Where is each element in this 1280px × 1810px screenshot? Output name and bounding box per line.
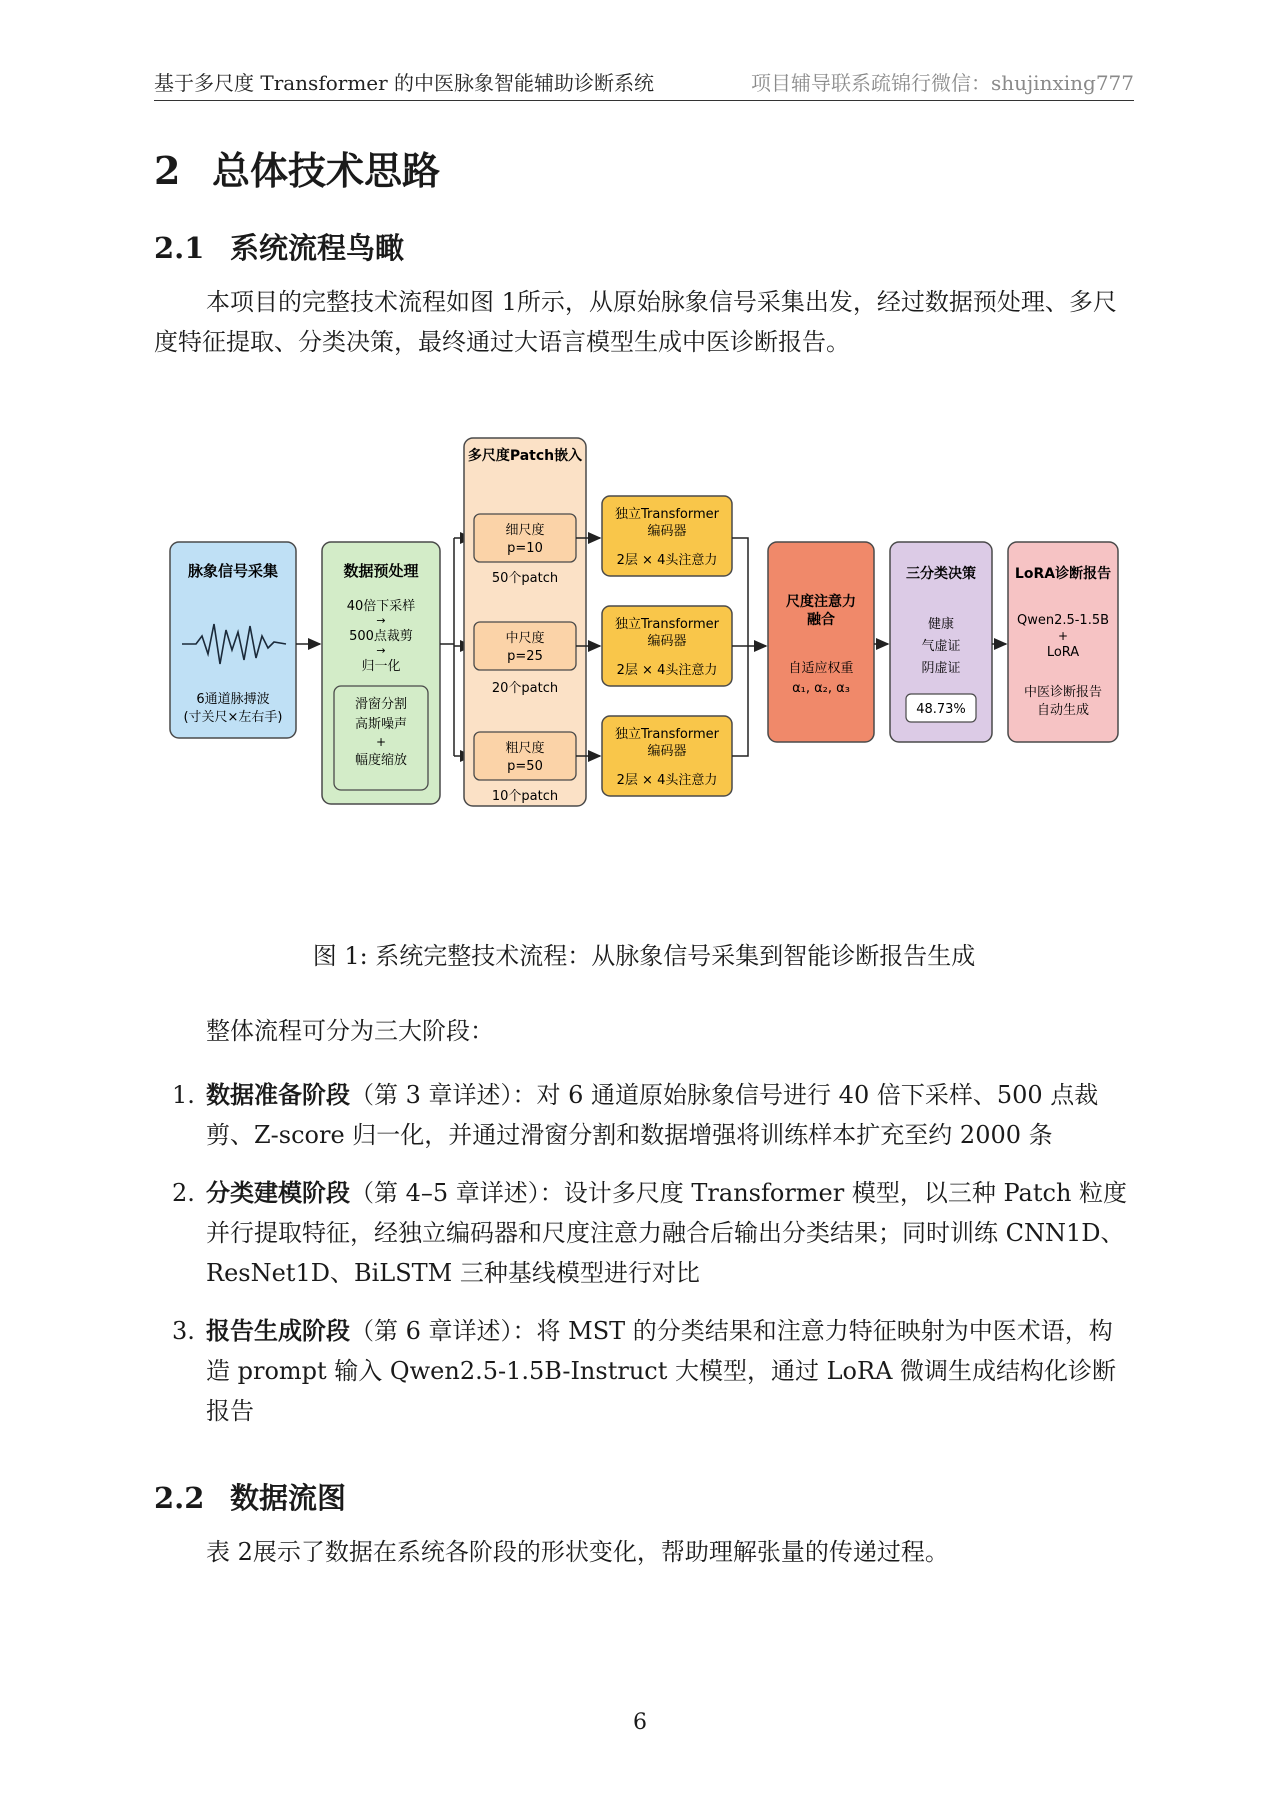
- page-number: 6: [633, 1710, 647, 1735]
- svg-text:2层 × 4头注意力: 2层 × 4头注意力: [616, 553, 718, 568]
- svg-text:独立Transformer: 独立Transformer: [614, 727, 720, 742]
- subsection-number: 2.2: [154, 1481, 205, 1515]
- svg-text:独立Transformer: 独立Transformer: [614, 617, 720, 632]
- pre-step3: 归一化: [361, 659, 401, 674]
- subsection-title: 系统流程鸟瞰: [230, 231, 405, 265]
- pre-step1: 40倍下采样: [346, 599, 416, 614]
- lora-report2: 自动生成: [1036, 703, 1090, 718]
- coarse-p: p=50: [507, 759, 543, 774]
- cls-healthy: 健康: [927, 617, 955, 632]
- stages-list: [154, 1075, 1134, 1449]
- svg-text:编码器: 编码器: [647, 744, 687, 759]
- cls-title: 三分类决策: [906, 566, 976, 582]
- stages-intro: 整体流程可分为三大阶段：: [206, 1017, 494, 1045]
- lora-title: LoRA诊断报告: [1014, 566, 1112, 582]
- pre-arrow2: →: [376, 644, 386, 657]
- subsection-heading-2-1: [154, 226, 404, 267]
- system-flow-figure: [154, 410, 1134, 880]
- section-heading: [154, 140, 440, 195]
- pre-title: 数据预处理: [343, 562, 419, 580]
- flow-diagram: [154, 410, 1134, 880]
- lora-report-box: [1008, 542, 1118, 742]
- encoder-coarse: [602, 716, 732, 796]
- list-item: 1. 数据准备阶段（第 3 章详述）：对 6 通道原始脉象信号进行 40 倍下采样、500 点裁剪、Z-score 归一化，并通过滑窗分割和数据增强将训练样本扩充至约 2000 条: [172, 1080, 1099, 1149]
- lora-report1: 中医诊断报告: [1023, 685, 1103, 700]
- list-item: 3. 报告生成阶段（第 6 章详述）：将 MST 的分类结果和注意力特征映射为中医术语，构造 prompt 输入 Qwen2.5-1.5B-Instruct 大模型，通过 LoRA 微调生成结构化诊断报告: [172, 1316, 1117, 1425]
- cls-qi-deficiency: 气虚证: [921, 639, 961, 654]
- svg-text:2层 × 4头注意力: 2层 × 4头注意力: [616, 663, 718, 678]
- encoder-fine: [602, 496, 732, 576]
- svg-text:编码器: 编码器: [647, 634, 687, 649]
- pre-step2: 500点裁剪: [349, 629, 413, 644]
- acq-title: 脉象信号采集: [187, 562, 279, 580]
- scale-attention-fusion-box: [768, 542, 874, 742]
- acq-line2: (寸关尺×左右手): [183, 710, 283, 725]
- intro-paragraph: 本项目的完整技术流程如图 1所示，从原始脉象信号采集出发，经过数据预处理、多尺度特征提取、分类决策，最终通过大语言模型生成中医诊断报告。: [154, 288, 1117, 356]
- fine-p: p=10: [507, 541, 543, 556]
- aug-1: 滑窗分割: [354, 697, 408, 712]
- encoder-mid: [602, 606, 732, 686]
- classification-box: [890, 542, 992, 742]
- fuse-line2: 融合: [807, 612, 835, 628]
- table-reference-paragraph: 表 2展示了数据在系统各阶段的形状变化，帮助理解张量的传递过程。: [206, 1538, 949, 1566]
- mid-p: p=25: [507, 649, 543, 664]
- fuse-line1: 尺度注意力: [786, 594, 856, 610]
- subsection-title: 数据流图: [230, 1481, 347, 1515]
- fine-count: 50个patch: [491, 571, 559, 586]
- acquisition-box: [170, 542, 296, 738]
- svg-text:编码器: 编码器: [647, 524, 687, 539]
- section-number: 2: [154, 148, 181, 193]
- acq-line1: 6通道脉搏波: [196, 692, 270, 707]
- fuse-weights: 自适应权重: [788, 661, 854, 676]
- patch-title: 多尺度Patch嵌入: [467, 448, 583, 464]
- running-header: [154, 68, 1134, 101]
- list-item: 2. 分类建模阶段（第 4–5 章详述）：设计多尺度 Transformer 模型，以三种 Patch 粒度并行提取特征，经独立编码器和尺度注意力融合后输出分类结果；同时训练 CNN1D、ResNet1D、BiLSTM 三种基线模型进行对比: [172, 1178, 1128, 1287]
- lora-adapter: LoRA: [1046, 645, 1080, 660]
- cls-yin-deficiency: 阴虚证: [921, 661, 961, 676]
- svg-text:独立Transformer: 独立Transformer: [614, 507, 720, 522]
- cls-accuracy: 48.73%: [916, 702, 966, 717]
- aug-3: 幅度缩放: [354, 753, 408, 768]
- aug-plus: +: [375, 735, 387, 749]
- preprocess-box: [322, 542, 440, 804]
- mid-name: 中尺度: [505, 631, 545, 646]
- fuse-alpha: α₁, α₂, α₃: [792, 681, 850, 696]
- fine-name: 细尺度: [505, 523, 545, 538]
- coarse-count: 10个patch: [491, 789, 559, 804]
- pre-arrow1: →: [376, 614, 386, 627]
- coarse-name: 粗尺度: [505, 741, 545, 756]
- patch-embedding-box: [464, 438, 586, 806]
- header-title: 基于多尺度 Transformer 的中医脉象智能辅助诊断系统: [154, 71, 655, 95]
- svg-text:2层 × 4头注意力: 2层 × 4头注意力: [616, 773, 718, 788]
- aug-2: 高斯噪声: [354, 717, 408, 732]
- subsection-number: 2.1: [154, 231, 205, 265]
- lora-model: Qwen2.5-1.5B: [1016, 613, 1110, 628]
- subsection-heading-2-2: [154, 1476, 346, 1517]
- mid-count: 20个patch: [491, 681, 559, 696]
- header-watermark: 项目辅导联系疏锦行微信：shujinxing777: [750, 71, 1134, 95]
- lora-plus: +: [1057, 629, 1069, 643]
- figure-caption: 图 1: 系统完整技术流程：从脉象信号采集到智能诊断报告生成: [312, 942, 976, 970]
- section-title: 总体技术思路: [212, 148, 441, 193]
